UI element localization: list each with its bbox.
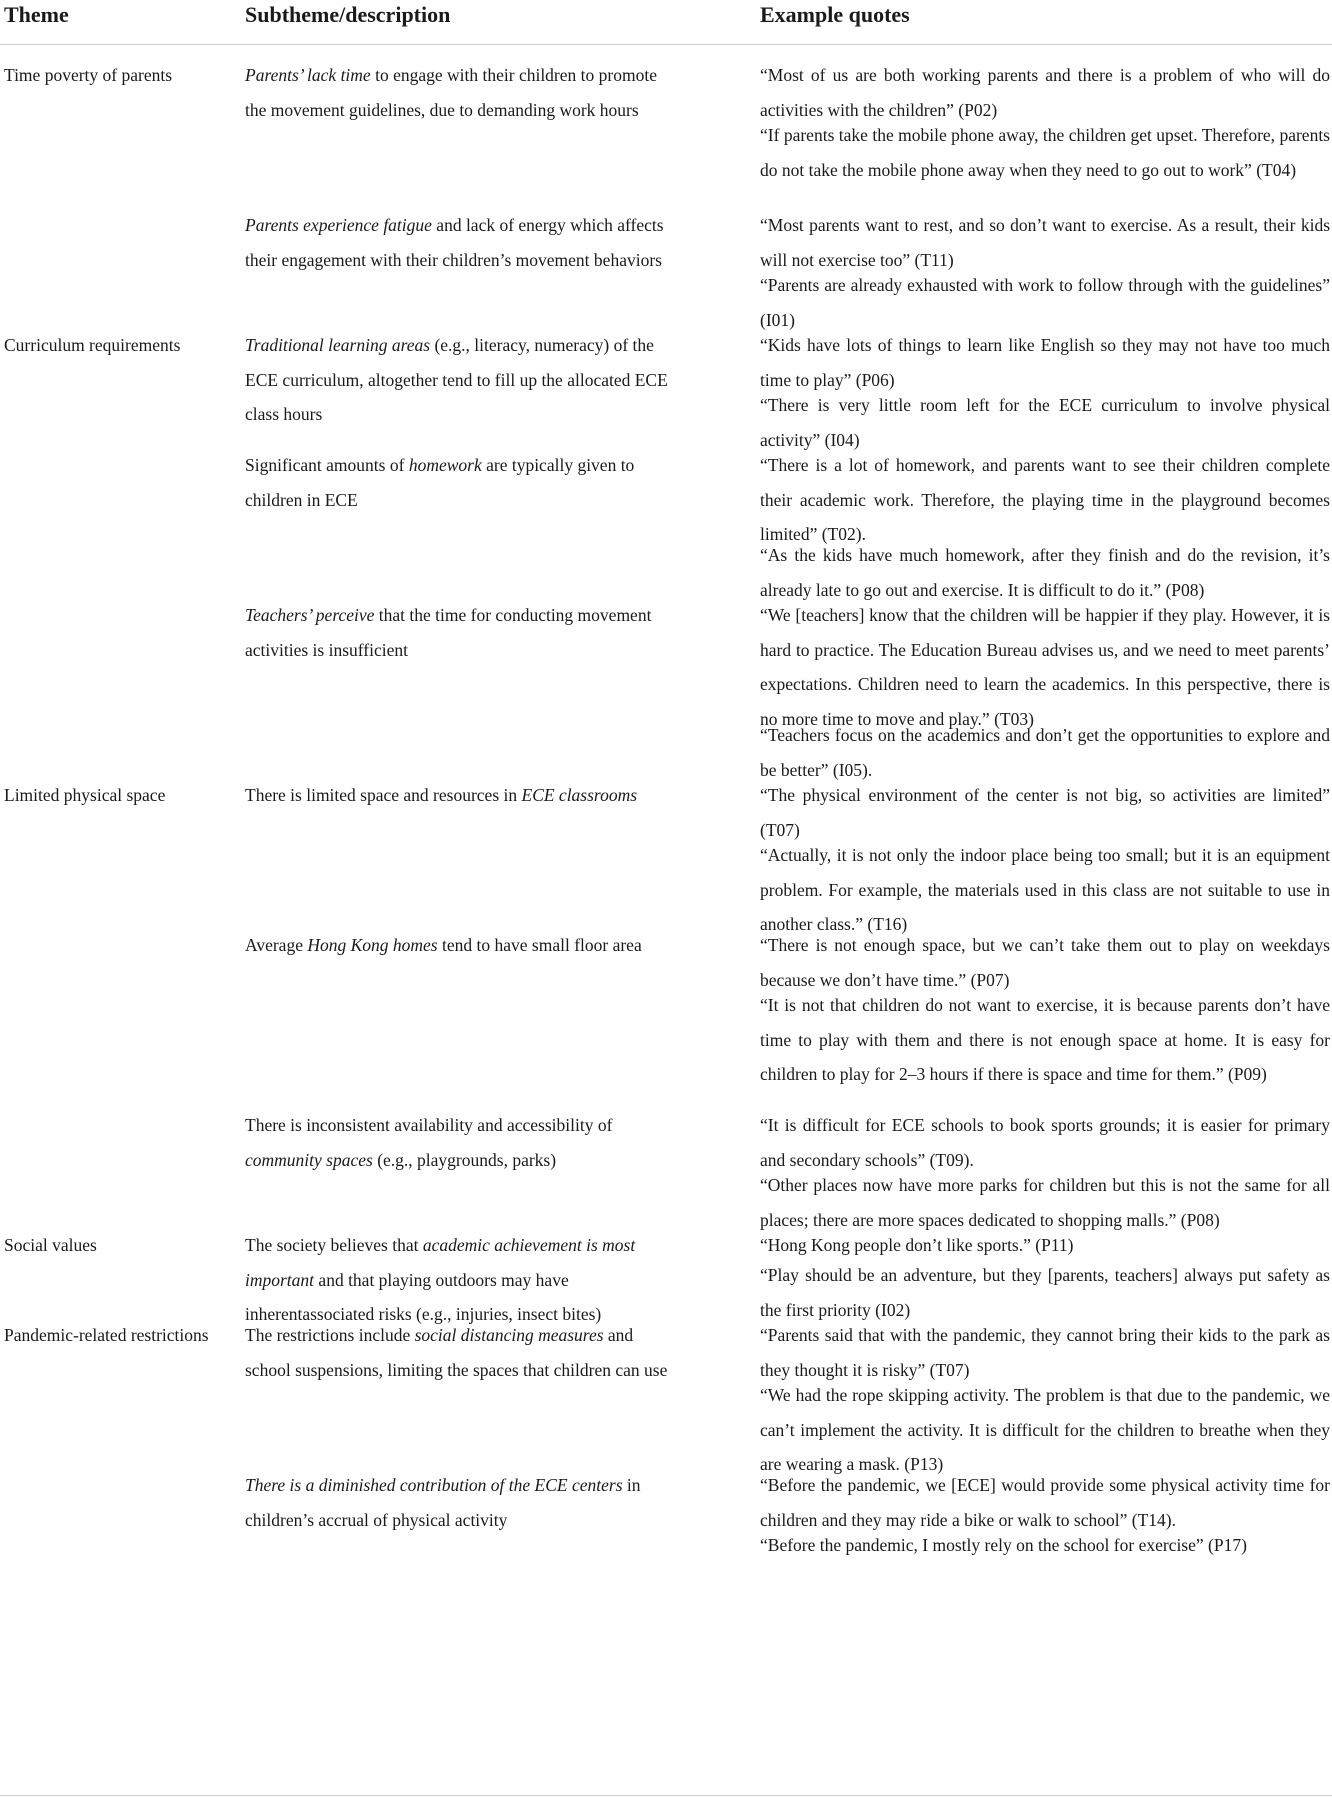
subtheme-cell — [245, 328, 670, 432]
table-header-row — [0, 0, 1332, 45]
table-bottom-rule — [0, 1795, 1332, 1796]
subtheme-text: The restrictions include — [245, 1325, 415, 1345]
quote-text: “The physical environment of the center is not big, so activities are limited” (T07) — [760, 785, 1330, 840]
quote-text: “Hong Kong people don’t like sports.” (P11) — [760, 1235, 1074, 1255]
subtheme-cell — [245, 1228, 670, 1332]
subtheme-text: (e.g., playgrounds, parks) — [372, 1149, 557, 1170]
subtheme-emphasis: Traditional learning areas — [245, 335, 431, 355]
subtheme-text: There is limited space and resources in — [245, 785, 522, 805]
subtheme-cell — [245, 448, 670, 517]
subtheme-text: and that playing outdoors may have inherentassociated risks (e.g., injuries, insect bites) — [245, 1269, 602, 1324]
subtheme-cell — [245, 778, 670, 813]
subtheme-text: are typically given to children in ECE — [245, 455, 635, 510]
quote-text: “Most parents want to rest, and so don’t want to exercise. As a result, their kids will not exercise too” (T11) — [760, 215, 1330, 270]
subtheme-cell — [245, 598, 670, 667]
subtheme-emphasis: social distancing measures — [414, 1325, 604, 1345]
quote-text: “Other places now have more parks for children but this is not the same for all places; there are more spaces dedicated to shopping malls.” (P08) — [760, 1175, 1330, 1230]
subtheme-cell — [245, 1318, 670, 1387]
quote-text: “Most of us are both working parents and there is a problem of who will do activities with the children” (P02) — [760, 65, 1330, 120]
subtheme-text: tend to have small floor area — [437, 935, 642, 955]
quote-text: “Kids have lots of things to learn like English so they may not have too much time to play” (P06) — [760, 335, 1330, 390]
subtheme-text: in children’s accrual of physical activity — [245, 1475, 641, 1530]
quote-text: “There is a lot of homework, and parents want to see their children complete their academic work. Therefore, the playing time in the playground becomes limited” (T02). — [760, 455, 1330, 544]
subtheme-emphasis: Teachers’ perceive — [245, 605, 375, 625]
subtheme-cell — [245, 58, 670, 127]
subtheme-text: There is inconsistent availability and accessibility of — [245, 1115, 613, 1135]
quote-text: “There is very little room left for the ECE curriculum to involve physical activity” (I04) — [760, 395, 1330, 450]
header-subtheme: Subtheme/description — [245, 2, 451, 27]
quote-text: “Actually, it is not only the indoor place being too small; but it is an equipment problem. For example, the materials used in this class are not suitable to use in another class.” (T16) — [760, 845, 1330, 934]
theme-cell: Limited physical space — [4, 785, 166, 805]
subtheme-emphasis: community spaces — [245, 1149, 373, 1170]
quote-text: “As the kids have much homework, after they finish and do the revision, it’s already late to go out and exercise. It is difficult to do it.” (P08) — [760, 545, 1330, 600]
quote-text: “We [teachers] know that the children will be happier if they play. However, it is hard to practice. The Education Bureau advises us, and we need to meet parents’ expectations. Children need to learn the academics. In this perspective, there is no more time to move and play.” (T03) — [760, 605, 1330, 729]
theme-cell: Time poverty of parents — [4, 65, 173, 85]
subtheme-text: and lack of energy which affects their engagement with their children’s movement behaviors — [245, 215, 664, 270]
subtheme-cell — [245, 928, 670, 963]
quote-text: “There is not enough space, but we can’t take them out to play on weekdays because we don’t have time.” (P07) — [760, 935, 1330, 990]
subtheme-emphasis: Hong Kong homes — [307, 935, 438, 955]
subtheme-text: Significant amounts of — [245, 455, 409, 475]
subtheme-emphasis: Parents’ lack time — [245, 65, 371, 85]
quote-text: “It is difficult for ECE schools to book sports grounds; it is easier for primary and secondary schools” (T09). — [760, 1115, 1330, 1170]
subtheme-text: to engage with their children to promote the movement guidelines, due to demanding work hours — [245, 65, 657, 120]
header-quotes: Example quotes — [760, 2, 910, 27]
quote-text: “We had the rope skipping activity. The problem is that due to the pandemic, we can’t implement the activity. It is difficult for the children to breathe when they are wearing a mask. (P13) — [760, 1385, 1330, 1474]
subtheme-text: (e.g., literacy, numeracy) of the ECE curriculum, altogether tend to fill up the allocated ECE class hours — [245, 335, 668, 424]
subtheme-emphasis: academic achievement is most important — [245, 1235, 636, 1290]
subtheme-text: Average — [245, 935, 308, 955]
subtheme-text: The society believes that — [245, 1235, 423, 1255]
quote-text: “Parents are already exhausted with work to follow through with the guidelines” (I01) — [760, 275, 1330, 330]
subtheme-cell — [245, 208, 670, 277]
theme-cell: Curriculum requirements — [4, 335, 181, 355]
quote-text: “Before the pandemic, I mostly rely on the school for exercise” (P17) — [760, 1535, 1247, 1555]
subtheme-cell — [245, 1108, 670, 1177]
subtheme-text: that the time for conducting movement activities is insufficient — [245, 605, 652, 660]
subtheme-text: and school suspensions, limiting the spaces that children can use — [245, 1325, 668, 1380]
subtheme-emphasis: homework — [408, 455, 482, 475]
quote-text: “It is not that children do not want to exercise, it is because parents don’t have time to play with them and there is not enough space at home. It is easy for children to play for 2–3 hours if there is space and time for them.” (P09) — [760, 995, 1330, 1084]
subtheme-emphasis: Parents experience fatigue — [245, 215, 432, 235]
quote-text: “Play should be an adventure, but they [parents, teachers] always put safety as the first priority (I02) — [760, 1265, 1330, 1320]
subtheme-emphasis: ECE classrooms — [521, 785, 638, 805]
quote-text: “Before the pandemic, we [ECE] would provide some physical activity time for children and they may ride a bike or walk to school” (T14). — [760, 1475, 1330, 1530]
subtheme-cell — [245, 1468, 670, 1537]
quote-text: “Parents said that with the pandemic, they cannot bring their kids to the park as they thought it is risky” (T07) — [760, 1325, 1330, 1380]
theme-cell: Pandemic-related restrictions — [4, 1325, 209, 1345]
quote-text: “Teachers focus on the academics and don’t get the opportunities to explore and be better” (I05). — [760, 725, 1330, 780]
quote-text: “If parents take the mobile phone away, the children get upset. Therefore, parents do not take the mobile phone away when they need to go out to work” (T04) — [760, 125, 1330, 180]
theme-cell: Social values — [4, 1235, 97, 1255]
header-theme: Theme — [4, 2, 69, 27]
subtheme-emphasis: There is a diminished contribution of the ECE centers — [245, 1475, 623, 1495]
